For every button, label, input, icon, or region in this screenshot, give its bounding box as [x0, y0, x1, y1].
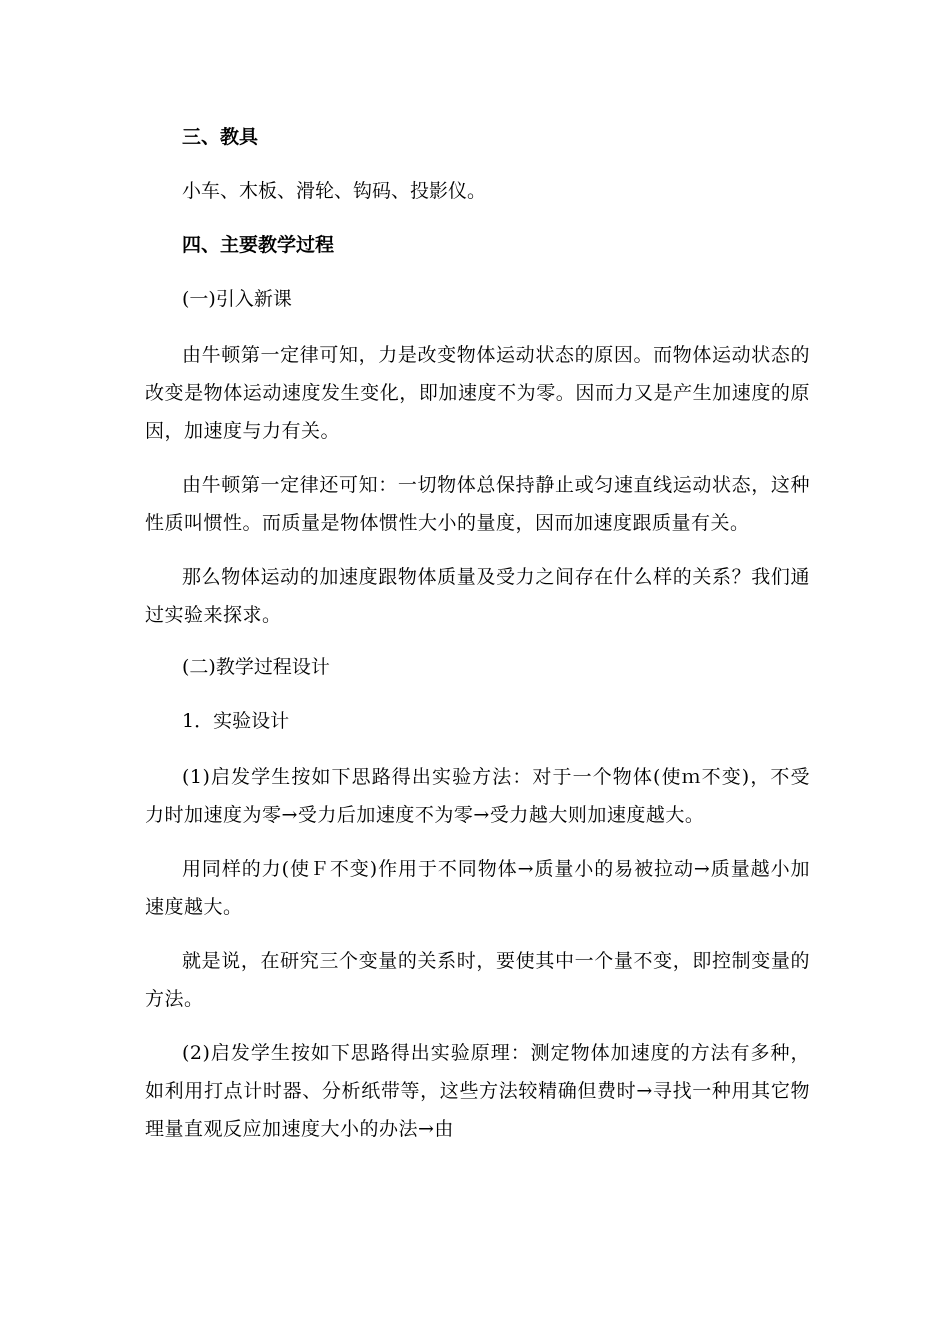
subsection-heading-introduction: (一)引入新课	[182, 288, 292, 310]
paragraph-inertia-mass: 由牛顿第一定律还可知：一切物体总保持静止或匀速直线运动状态，这种性质叫惯性。而质量是物体惯性大小的量度，因而加速度跟质量有关。	[145, 474, 810, 534]
paragraph-method: (1)启发学生按如下思路得出实验方法：对于一个物体(使ｍ不变)，不受力时加速度为零→受力后加速度不为零→受力越大则加速度越大。	[145, 766, 810, 826]
subsection-heading-process-design: (二)教学过程设计	[182, 656, 330, 678]
section-heading-teaching-process: 四、主要教学过程	[182, 234, 335, 256]
item-heading-experiment-design: 1．实验设计	[182, 710, 290, 732]
paragraph-same-force: 用同样的力(使Ｆ不变)作用于不同物体→质量小的易被拉动→质量越小加速度越大。	[145, 858, 810, 918]
teaching-aids-list: 小车、木板、滑轮、钩码、投影仪。	[182, 180, 487, 202]
paragraph-force-acceleration: 由牛顿第一定律可知，力是改变物体运动状态的原因。而物体运动状态的改变是物体运动速度发生变化，即加速度不为零。因而力又是产生加速度的原因，加速度与力有关。	[145, 344, 810, 442]
paragraph-principle: (2)启发学生按如下思路得出实验原理：测定物体加速度的方法有多种，如利用打点计时器、分析纸带等，这些方法较精确但费时→寻找一种用其它物理量直观反应加速度大小的办法→由	[145, 1042, 810, 1140]
paragraph-question: 那么物体运动的加速度跟物体质量及受力之间存在什么样的关系？我们通过实验来探求。	[145, 566, 810, 626]
document-body	[145, 120, 810, 1164]
section-heading-teaching-aids: 三、教具	[182, 126, 259, 148]
paragraph-control-variables: 就是说，在研究三个变量的关系时，要使其中一个量不变，即控制变量的方法。	[145, 950, 810, 1010]
